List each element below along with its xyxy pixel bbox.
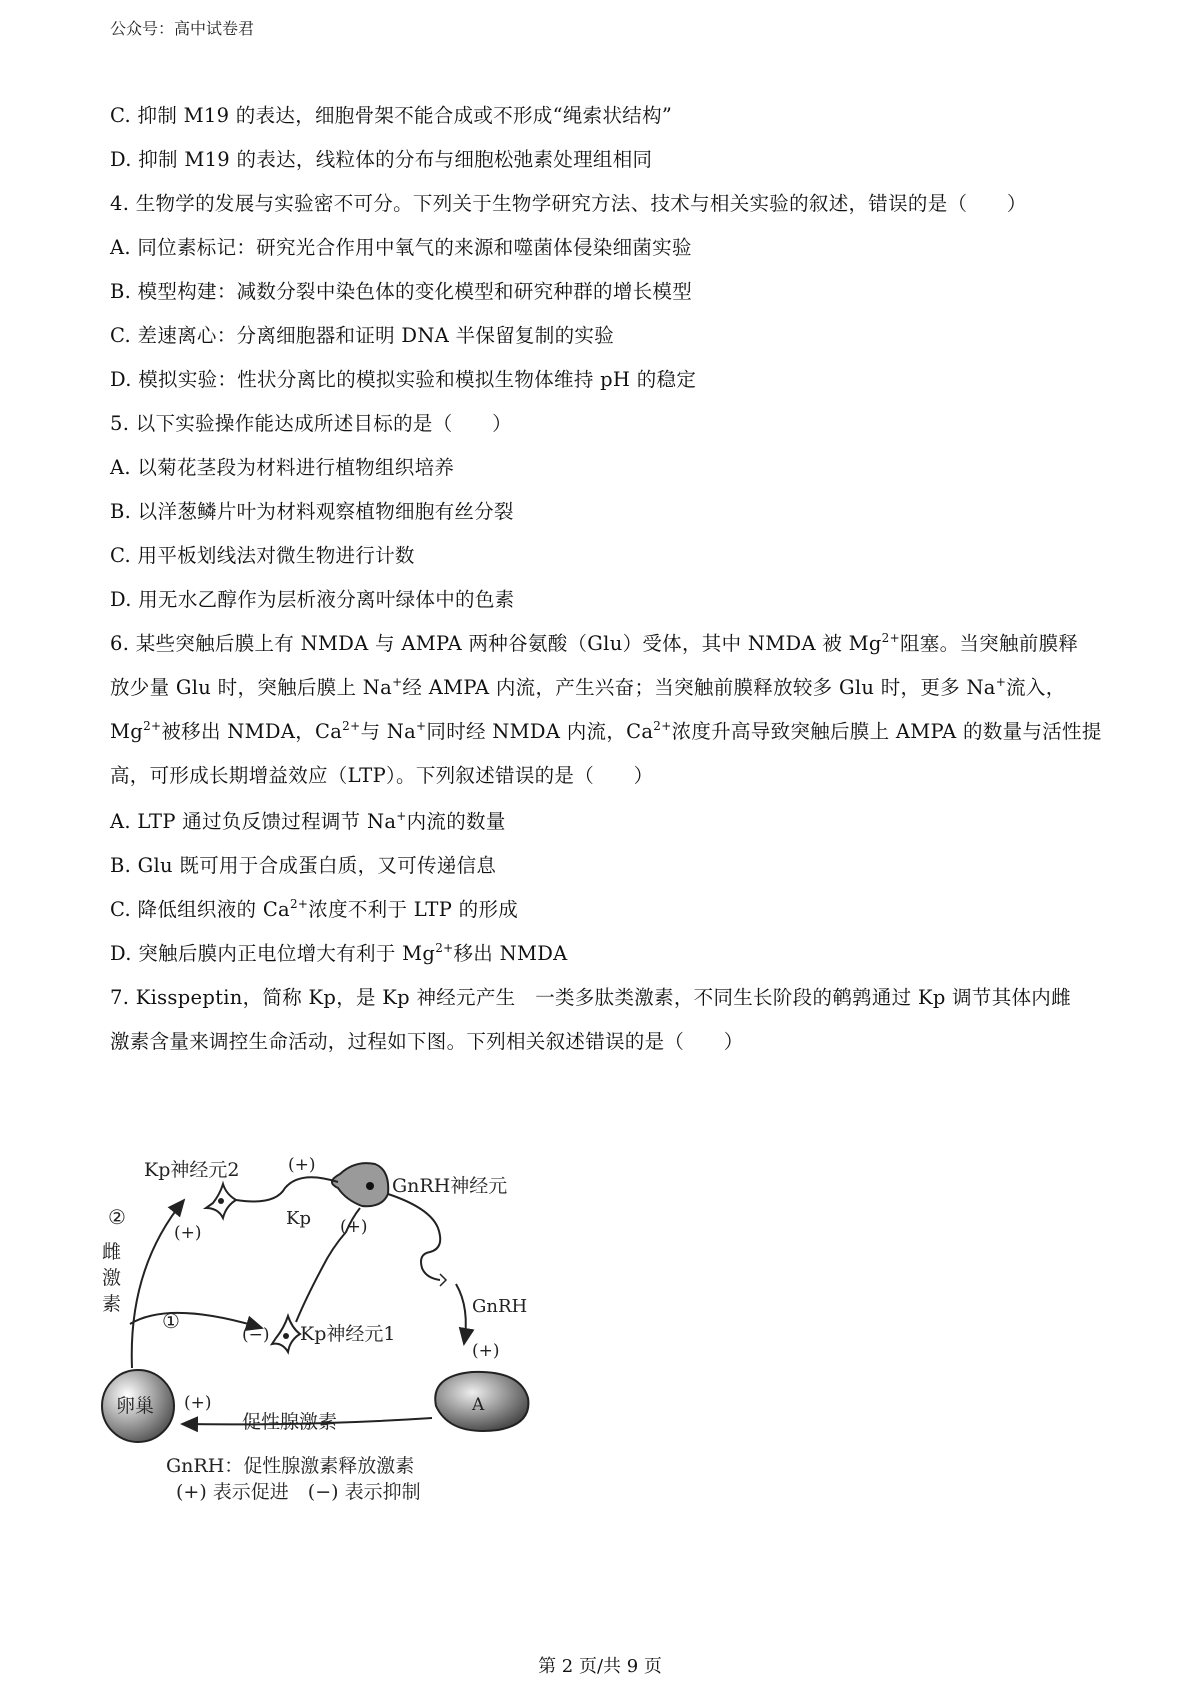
- text-segment: 被移出 NMDA，Ca: [161, 720, 343, 743]
- text-line: [110, 628, 1078, 656]
- superscript: 2+: [881, 631, 900, 645]
- kp-neuron-2-plus: (+): [174, 1223, 202, 1243]
- text-segment: 经 AMPA 内流，产生兴奋；当突触前膜释放较多 Glu 时，更多 Na: [402, 676, 996, 699]
- text-segment: 4. 生物学的发展与实验密不可分。下列关于生物学研究方法、技术与相关实验的叙述，错误的是（ ）: [110, 192, 1027, 215]
- kp-label: Kp: [286, 1208, 311, 1229]
- text-line: [110, 806, 506, 834]
- text-line: [110, 716, 1102, 744]
- text-segment: 高，可形成长期增益效应（LTP）。下列叙述错误的是（ ）: [110, 764, 654, 787]
- superscript: +: [392, 675, 403, 689]
- ovary-label: 卵巢: [116, 1395, 155, 1417]
- gland-a-label: A: [472, 1395, 485, 1415]
- text-segment: C. 差速离心：分离细胞器和证明 DNA 半保留复制的实验: [110, 324, 614, 347]
- page-header-source: 公众号：高中试卷君: [110, 19, 255, 38]
- ovary-plus: (+): [184, 1393, 212, 1413]
- superscript: +: [995, 675, 1007, 689]
- text-segment: 流入，: [1006, 676, 1066, 699]
- text-line: [110, 364, 696, 392]
- text-segment: 浓度升高导致突触后膜上 AMPA 的数量与活性提: [671, 720, 1102, 743]
- text-segment: D. 模拟实验：性状分离比的模拟实验和模拟生物体维持 pH 的稳定: [110, 368, 697, 391]
- estrogen-label-1: 雌: [102, 1241, 122, 1263]
- text-line: [110, 540, 415, 568]
- superscript: 2+: [143, 719, 162, 733]
- superscript: 2+: [289, 897, 309, 911]
- text-segment: C. 用平板划线法对微生物进行计数: [110, 544, 415, 567]
- text-line: [110, 760, 653, 788]
- kp-neuron-1-minus: (−): [242, 1325, 270, 1345]
- gnrh-neuron: [332, 1163, 388, 1206]
- text-segment: 6. 某些突触后膜上有 NMDA 与 AMPA 两种谷氨酸（Glu）受体，其中 NMDA 被 Mg: [110, 632, 882, 655]
- text-segment: 浓度不利于 LTP 的形成: [308, 898, 519, 921]
- text-line: [110, 850, 496, 878]
- text-segment: A. 以菊花茎段为材料进行植物组织培养: [110, 456, 455, 479]
- gnrh-neuron-label: GnRH神经元: [392, 1175, 508, 1197]
- text-segment: 移出 NMDA: [453, 942, 568, 965]
- text-line: [110, 938, 568, 966]
- estrogen-label-2: 激: [102, 1267, 122, 1289]
- text-line: [110, 982, 1071, 1010]
- text-segment: C. 抑制 M19 的表达，细胞骨架不能合成或不形成“绳索状结构”: [110, 104, 673, 127]
- legend-gnrh: GnRH：促性腺激素释放激素: [166, 1455, 415, 1477]
- text-segment: B. 模型构建：减数分裂中染色体的变化模型和研究种群的增长模型: [110, 280, 693, 303]
- text-line: [110, 672, 1066, 700]
- page-footer-number: 第 2 页/共 9 页: [538, 1656, 662, 1677]
- gnrh-from-kp-plus: (+): [340, 1217, 368, 1237]
- kp-regulation-diagram: [100, 1148, 560, 1508]
- text-segment: Mg: [110, 720, 144, 743]
- text-segment: D. 突触后膜内正电位增大有利于 Mg: [110, 942, 436, 965]
- text-line: [110, 188, 1027, 216]
- pathway-2-marker: ②: [108, 1205, 126, 1229]
- text-line: [110, 894, 518, 922]
- text-segment: B. Glu 既可用于合成蛋白质，又可传递信息: [110, 854, 497, 877]
- text-segment: B. 以洋葱鳞片叶为材料观察植物细胞有丝分裂: [110, 500, 514, 523]
- text-segment: A. 同位素标记：研究光合作用中氧气的来源和噬菌体侵染细菌实验: [110, 236, 692, 259]
- legend-symbols: (+) 表示促进 (−) 表示抑制: [176, 1481, 421, 1503]
- kp-neuron-2: [206, 1184, 236, 1218]
- kp2-to-gnrh-plus: (+): [288, 1155, 316, 1175]
- text-segment: D. 抑制 M19 的表达，线粒体的分布与细胞松弛素处理组相同: [110, 148, 653, 171]
- superscript: +: [416, 719, 427, 733]
- estrogen-label-3: 素: [102, 1293, 122, 1315]
- text-segment: 7. Kisspeptin，简称 Kp，是 Kp 神经元产生 一类多肽类激素，不同生长阶段的鹌鹑通过 Kp 调节其体内雌: [110, 986, 1071, 1009]
- superscript: 2+: [342, 719, 361, 733]
- text-line: [110, 496, 514, 524]
- superscript: +: [396, 809, 407, 823]
- text-segment: C. 降低组织液的 Ca: [110, 898, 290, 921]
- text-segment: D. 用无水乙醇作为层析液分离叶绿体中的色素: [110, 588, 515, 611]
- text-line: [110, 452, 454, 480]
- text-segment: 阻塞。当突触前膜释: [899, 632, 1079, 655]
- text-line: [110, 276, 692, 304]
- pathway-1-marker: ①: [162, 1309, 180, 1333]
- kp-neuron-1-label: Kp神经元1: [300, 1323, 396, 1345]
- text-segment: 5. 以下实验操作能达成所述目标的是（ ）: [110, 412, 512, 435]
- text-segment: A. LTP 通过负反馈过程调节 Na: [110, 810, 397, 833]
- text-segment: 放少量 Glu 时，突触后膜上 Na: [110, 676, 393, 699]
- text-segment: 内流的数量: [406, 810, 506, 833]
- text-line: [110, 1026, 744, 1054]
- text-segment: 同时经 NMDA 内流，Ca: [426, 720, 654, 743]
- text-line: [110, 320, 614, 348]
- text-line: [110, 584, 514, 612]
- superscript: 2+: [653, 719, 672, 733]
- text-line: [110, 232, 692, 260]
- text-segment: 与 Na: [360, 720, 417, 743]
- fsh-label: 促性腺激素: [242, 1411, 338, 1433]
- superscript: 2+: [435, 941, 454, 955]
- text-segment: 激素含量来调控生命活动，过程如下图。下列相关叙述错误的是（ ）: [110, 1030, 744, 1053]
- gnrh-hormone-label: GnRH: [472, 1296, 528, 1317]
- kp-neuron-2-label: Kp神经元2: [144, 1159, 240, 1181]
- text-line: [110, 144, 652, 172]
- text-line: [110, 100, 672, 128]
- a-plus: (+): [472, 1341, 500, 1361]
- text-line: [110, 408, 512, 436]
